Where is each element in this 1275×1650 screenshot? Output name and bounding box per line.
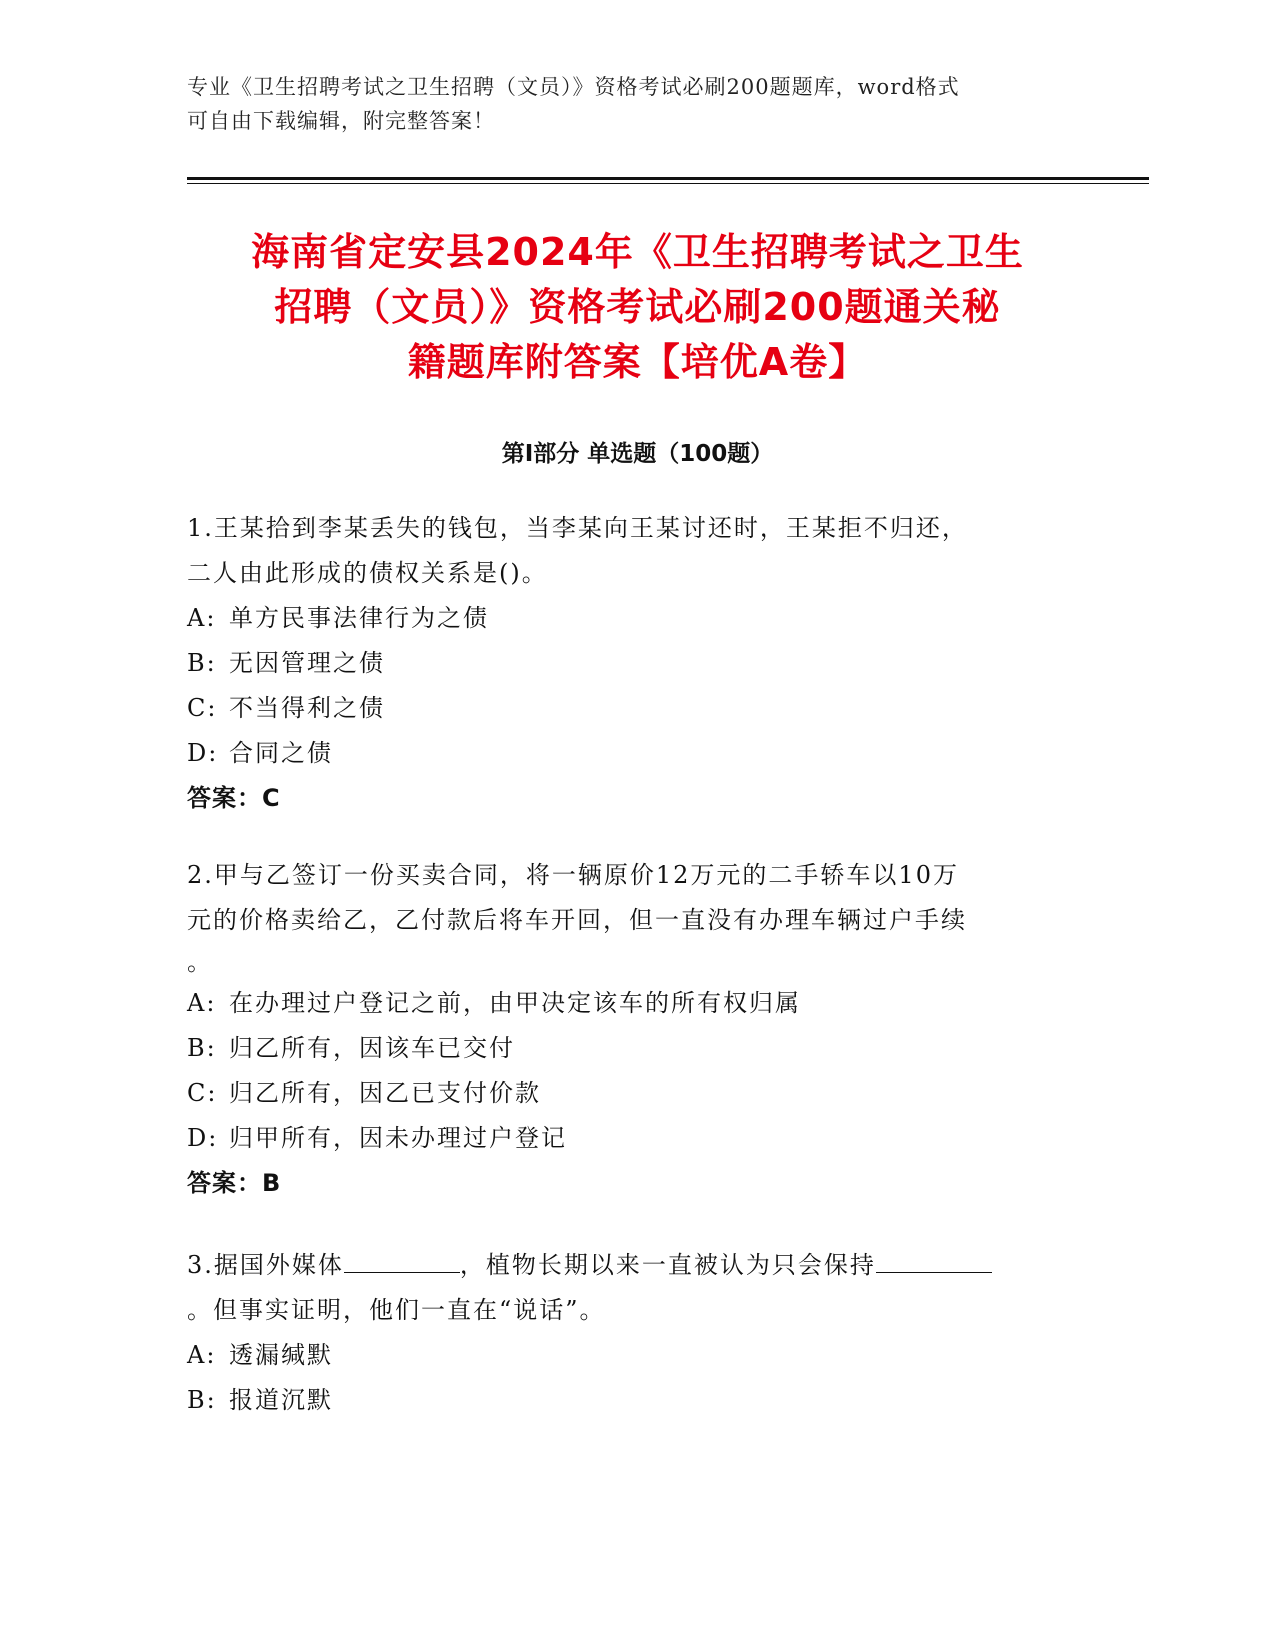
question-1-option-c: [187, 686, 1067, 731]
question-1-option-a: [187, 596, 1067, 641]
option-text: 归乙所有，因乙已支付价款: [229, 1079, 541, 1107]
header-divider-thick: [187, 177, 1149, 180]
question-3: [187, 1243, 1067, 1423]
question-1: [187, 506, 1067, 821]
option-letter: C:: [187, 1079, 218, 1107]
question-2-option-b: [187, 1026, 1067, 1071]
option-text: 在办理过户登记之前，由甲决定该车的所有权归属: [229, 989, 801, 1017]
option-letter: B:: [187, 1034, 217, 1062]
option-letter: D:: [187, 1124, 219, 1152]
question-1-answer: 答案：C: [187, 784, 281, 812]
question-2-option-d: [187, 1116, 1067, 1161]
option-text: 归乙所有，因该车已交付: [229, 1034, 515, 1062]
question-3-text-line1: [187, 1243, 1067, 1288]
question-2: [187, 853, 1067, 1206]
option-letter: B:: [187, 1386, 217, 1414]
option-text: 透漏缄默: [229, 1341, 333, 1369]
question-3-text-part1: 3.据国外媒体: [187, 1251, 344, 1279]
option-letter: A:: [187, 989, 217, 1017]
option-letter: D:: [187, 739, 219, 767]
fill-in-blank: [344, 1250, 460, 1273]
question-3-option-a: [187, 1333, 1067, 1378]
option-text: 单方民事法律行为之债: [229, 604, 489, 632]
question-1-text-line1: 1.王某拾到李某丢失的钱包，当李某向王某讨还时，王某拒不归还，: [187, 514, 968, 542]
header-note: [187, 70, 1087, 138]
option-text: 合同之债: [229, 739, 333, 767]
document-title: [150, 225, 1125, 390]
option-text: 无因管理之债: [229, 649, 385, 677]
question-3-text-line2: 。但事实证明，他们一直在“说话”。: [187, 1296, 606, 1324]
document-title-line3: 籍题库附答案【培优A卷】: [407, 340, 868, 384]
header-note-line2: 可自由下载编辑，附完整答案！: [187, 109, 495, 133]
question-2-text-line1: 2.甲与乙签订一份买卖合同，将一辆原价12万元的二手轿车以10万: [187, 861, 959, 889]
fill-in-blank: [876, 1250, 992, 1273]
question-1-text-line2: 二人由此形成的债权关系是()。: [187, 559, 548, 587]
question-2-text-line2: 元的价格卖给乙，乙付款后将车开回，但一直没有办理车辆过户手续: [187, 906, 967, 934]
question-1-option-b: [187, 641, 1067, 686]
question-2-option-a: [187, 981, 1067, 1026]
document-title-line1: 海南省定安县2024年《卫生招聘考试之卫生: [251, 230, 1024, 274]
question-2-option-c: [187, 1071, 1067, 1116]
option-text: 归甲所有，因未办理过户登记: [229, 1124, 567, 1152]
option-letter: B:: [187, 649, 217, 677]
section-heading: 第Ⅰ部分 单选题（100题）: [501, 441, 774, 467]
option-letter: C:: [187, 694, 218, 722]
option-letter: A:: [187, 604, 217, 632]
question-2-answer: 答案：B: [187, 1169, 282, 1197]
option-text: 不当得利之债: [229, 694, 385, 722]
document-title-line2: 招聘（文员）》资格考试必刷200题通关秘: [274, 285, 1001, 329]
question-3-option-b: [187, 1378, 1067, 1423]
question-3-text-part2: ，植物长期以来一直被认为只会保持: [459, 1251, 876, 1279]
header-divider-thin: [187, 183, 1149, 184]
header-note-line1: 专业《卫生招聘考试之卫生招聘（文员）》资格考试必刷200题题库，word格式: [187, 75, 960, 99]
option-text: 报道沉默: [229, 1386, 333, 1414]
option-letter: A:: [187, 1341, 217, 1369]
question-1-option-d: [187, 731, 1067, 776]
question-2-text-line3: 。: [187, 948, 213, 976]
